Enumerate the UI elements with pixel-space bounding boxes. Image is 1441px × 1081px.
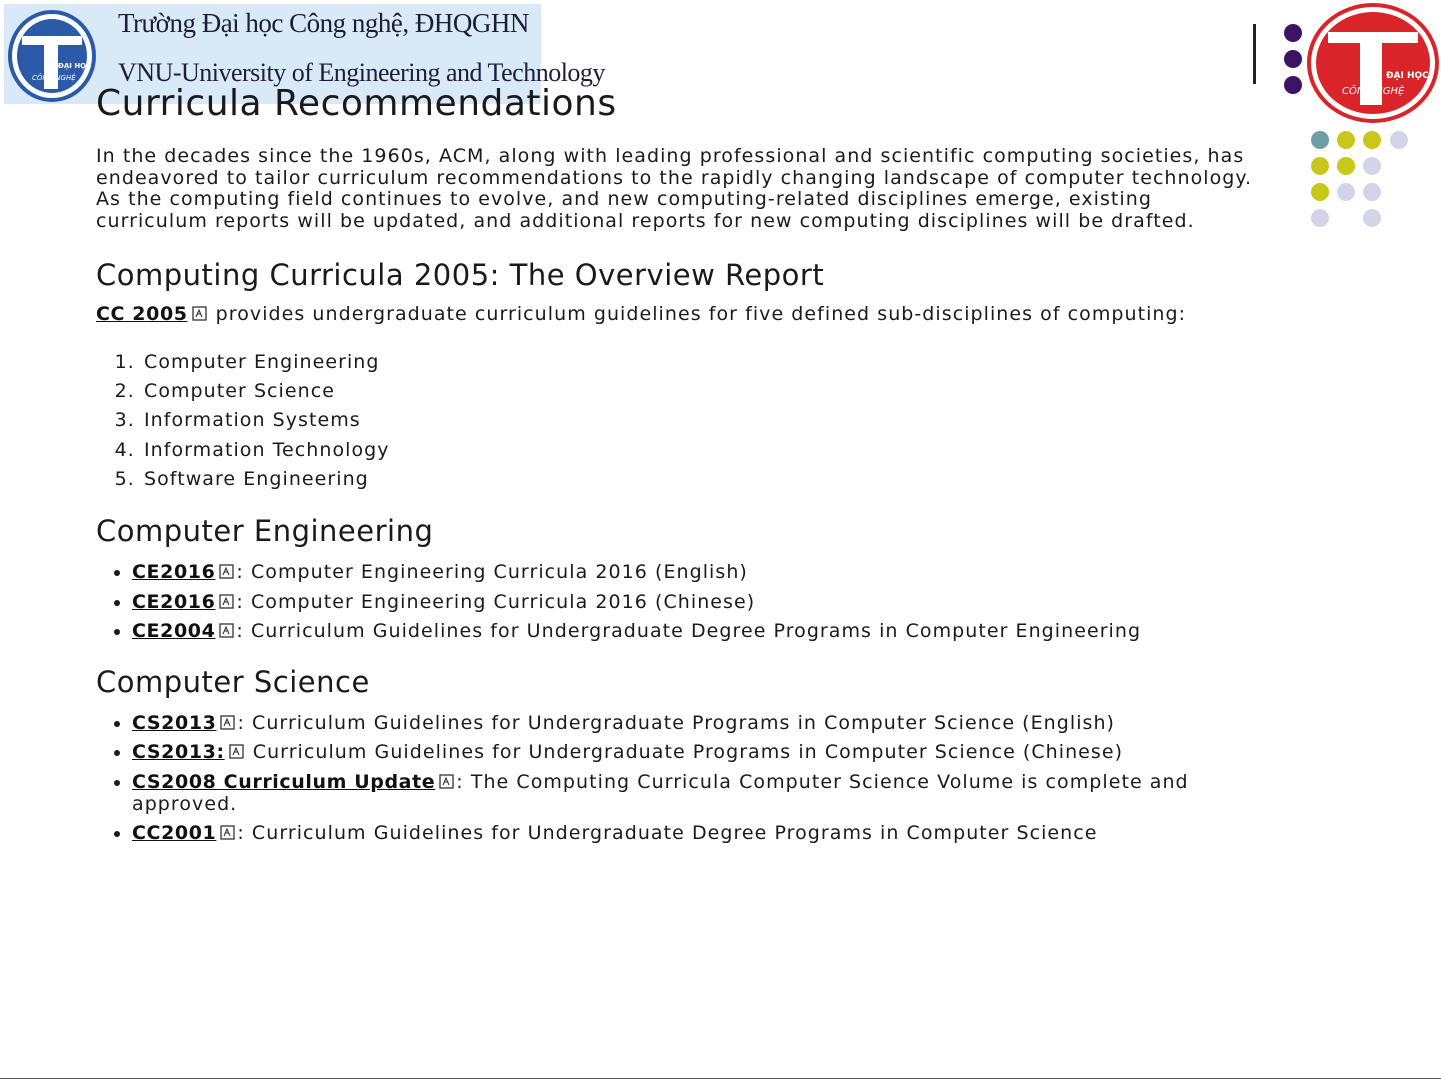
- cs2013-en-link[interactable]: CS2013: [132, 711, 217, 734]
- list-item: 1. Computer Engineering: [142, 348, 1266, 377]
- cs2008-link[interactable]: CS2008 Curriculum Update: [132, 770, 436, 793]
- list-item: [132, 621, 1266, 643]
- list-item: 4. Information Technology: [142, 436, 1266, 465]
- list-item: [132, 742, 1266, 764]
- pdf-file-icon: [218, 564, 236, 579]
- pdf-file-icon: [218, 594, 236, 609]
- cc2005-link[interactable]: CC 2005: [96, 303, 188, 326]
- list-item: 3. Information Systems: [142, 406, 1266, 435]
- pdf-file-icon: [228, 744, 246, 759]
- item-text: : Curriculum Guidelines for Undergraduate Degree Programs in Computer Science: [237, 822, 1098, 845]
- list-item: [132, 592, 1266, 614]
- cc2005-heading: Computing Curricula 2005: The Overview Report: [96, 258, 825, 293]
- svg-text:ĐẠI HỌC: ĐẠI HỌC: [1386, 71, 1429, 81]
- bottom-rule: [0, 1078, 1441, 1079]
- disciplines-list: [96, 348, 1266, 494]
- svg-text:CÔNG NGHỆ: CÔNG NGHỆ: [1342, 86, 1405, 97]
- page-title: Curricula Recommendations: [96, 83, 617, 124]
- intro-paragraph: In the decades since the 1960s, ACM, along with leading professional and scientific computing societies, has endeavored to tailor curriculum recommendations to the rapidly changing landscape of computer technology. As the computing field continues to evolve, and new computing-related disciplines emerge, existing curriculum reports will be updated, and additional reports for new computing disciplines will be drafted.: [96, 145, 1253, 232]
- cc2001-link[interactable]: CC2001: [132, 822, 217, 845]
- list-item: 2. Computer Science: [142, 377, 1266, 406]
- list-item: 5. Software Engineering: [142, 465, 1266, 494]
- main-content: [96, 84, 1266, 853]
- ce2016-en-link[interactable]: CE2016: [132, 560, 216, 583]
- svg-text:CÔNG NGHỆ: CÔNG NGHỆ: [32, 74, 76, 82]
- cs2013-zh-link[interactable]: CS2013:: [132, 741, 225, 764]
- list-item: [132, 772, 1266, 815]
- item-text: : Computer Engineering Curricula 2016 (English): [236, 560, 748, 583]
- pdf-file-icon: [219, 825, 237, 840]
- item-text: : Computer Engineering Curricula 2016 (Chinese): [236, 590, 756, 613]
- ce-heading: Computer Engineering: [96, 513, 434, 548]
- ce2016-zh-link[interactable]: CE2016: [132, 590, 216, 613]
- item-text: : Curriculum Guidelines for Undergraduate Programs in Computer Science (English): [237, 711, 1116, 734]
- cs-list: [96, 713, 1266, 845]
- cc2005-paragraph: [96, 304, 1266, 326]
- list-item: [132, 823, 1266, 845]
- pdf-file-icon: [438, 774, 456, 789]
- svg-text:ĐẠI HỌC: ĐẠI HỌC: [58, 62, 92, 70]
- university-name-en: VNU-University of Engineering and Technology: [118, 58, 605, 87]
- item-text: : Curriculum Guidelines for Undergraduate Degree Programs in Computer Engineering: [236, 620, 1142, 643]
- list-item: [132, 713, 1266, 735]
- list-item: [132, 562, 1266, 584]
- cc2005-text: provides undergraduate curriculum guidelines for five defined sub-disciplines of computing:: [208, 303, 1187, 326]
- pdf-file-icon: [191, 306, 209, 321]
- uet-logo-large-icon: [1306, 2, 1440, 124]
- ce2004-link[interactable]: CE2004: [132, 620, 216, 643]
- pdf-file-icon: [218, 623, 236, 638]
- university-name-vi: Trường Đại học Công nghệ, ĐHQGHN: [118, 8, 529, 38]
- cs-heading: Computer Science: [96, 664, 370, 699]
- item-text: : The Computing Curricula Computer Science Volume is complete and approved.: [132, 770, 1189, 815]
- ce-list: [96, 562, 1266, 643]
- pdf-file-icon: [219, 715, 237, 730]
- item-text: Curriculum Guidelines for Undergraduate Programs in Computer Science (Chinese): [245, 741, 1124, 764]
- uet-logo-icon: [8, 10, 96, 102]
- divider: [1253, 24, 1256, 84]
